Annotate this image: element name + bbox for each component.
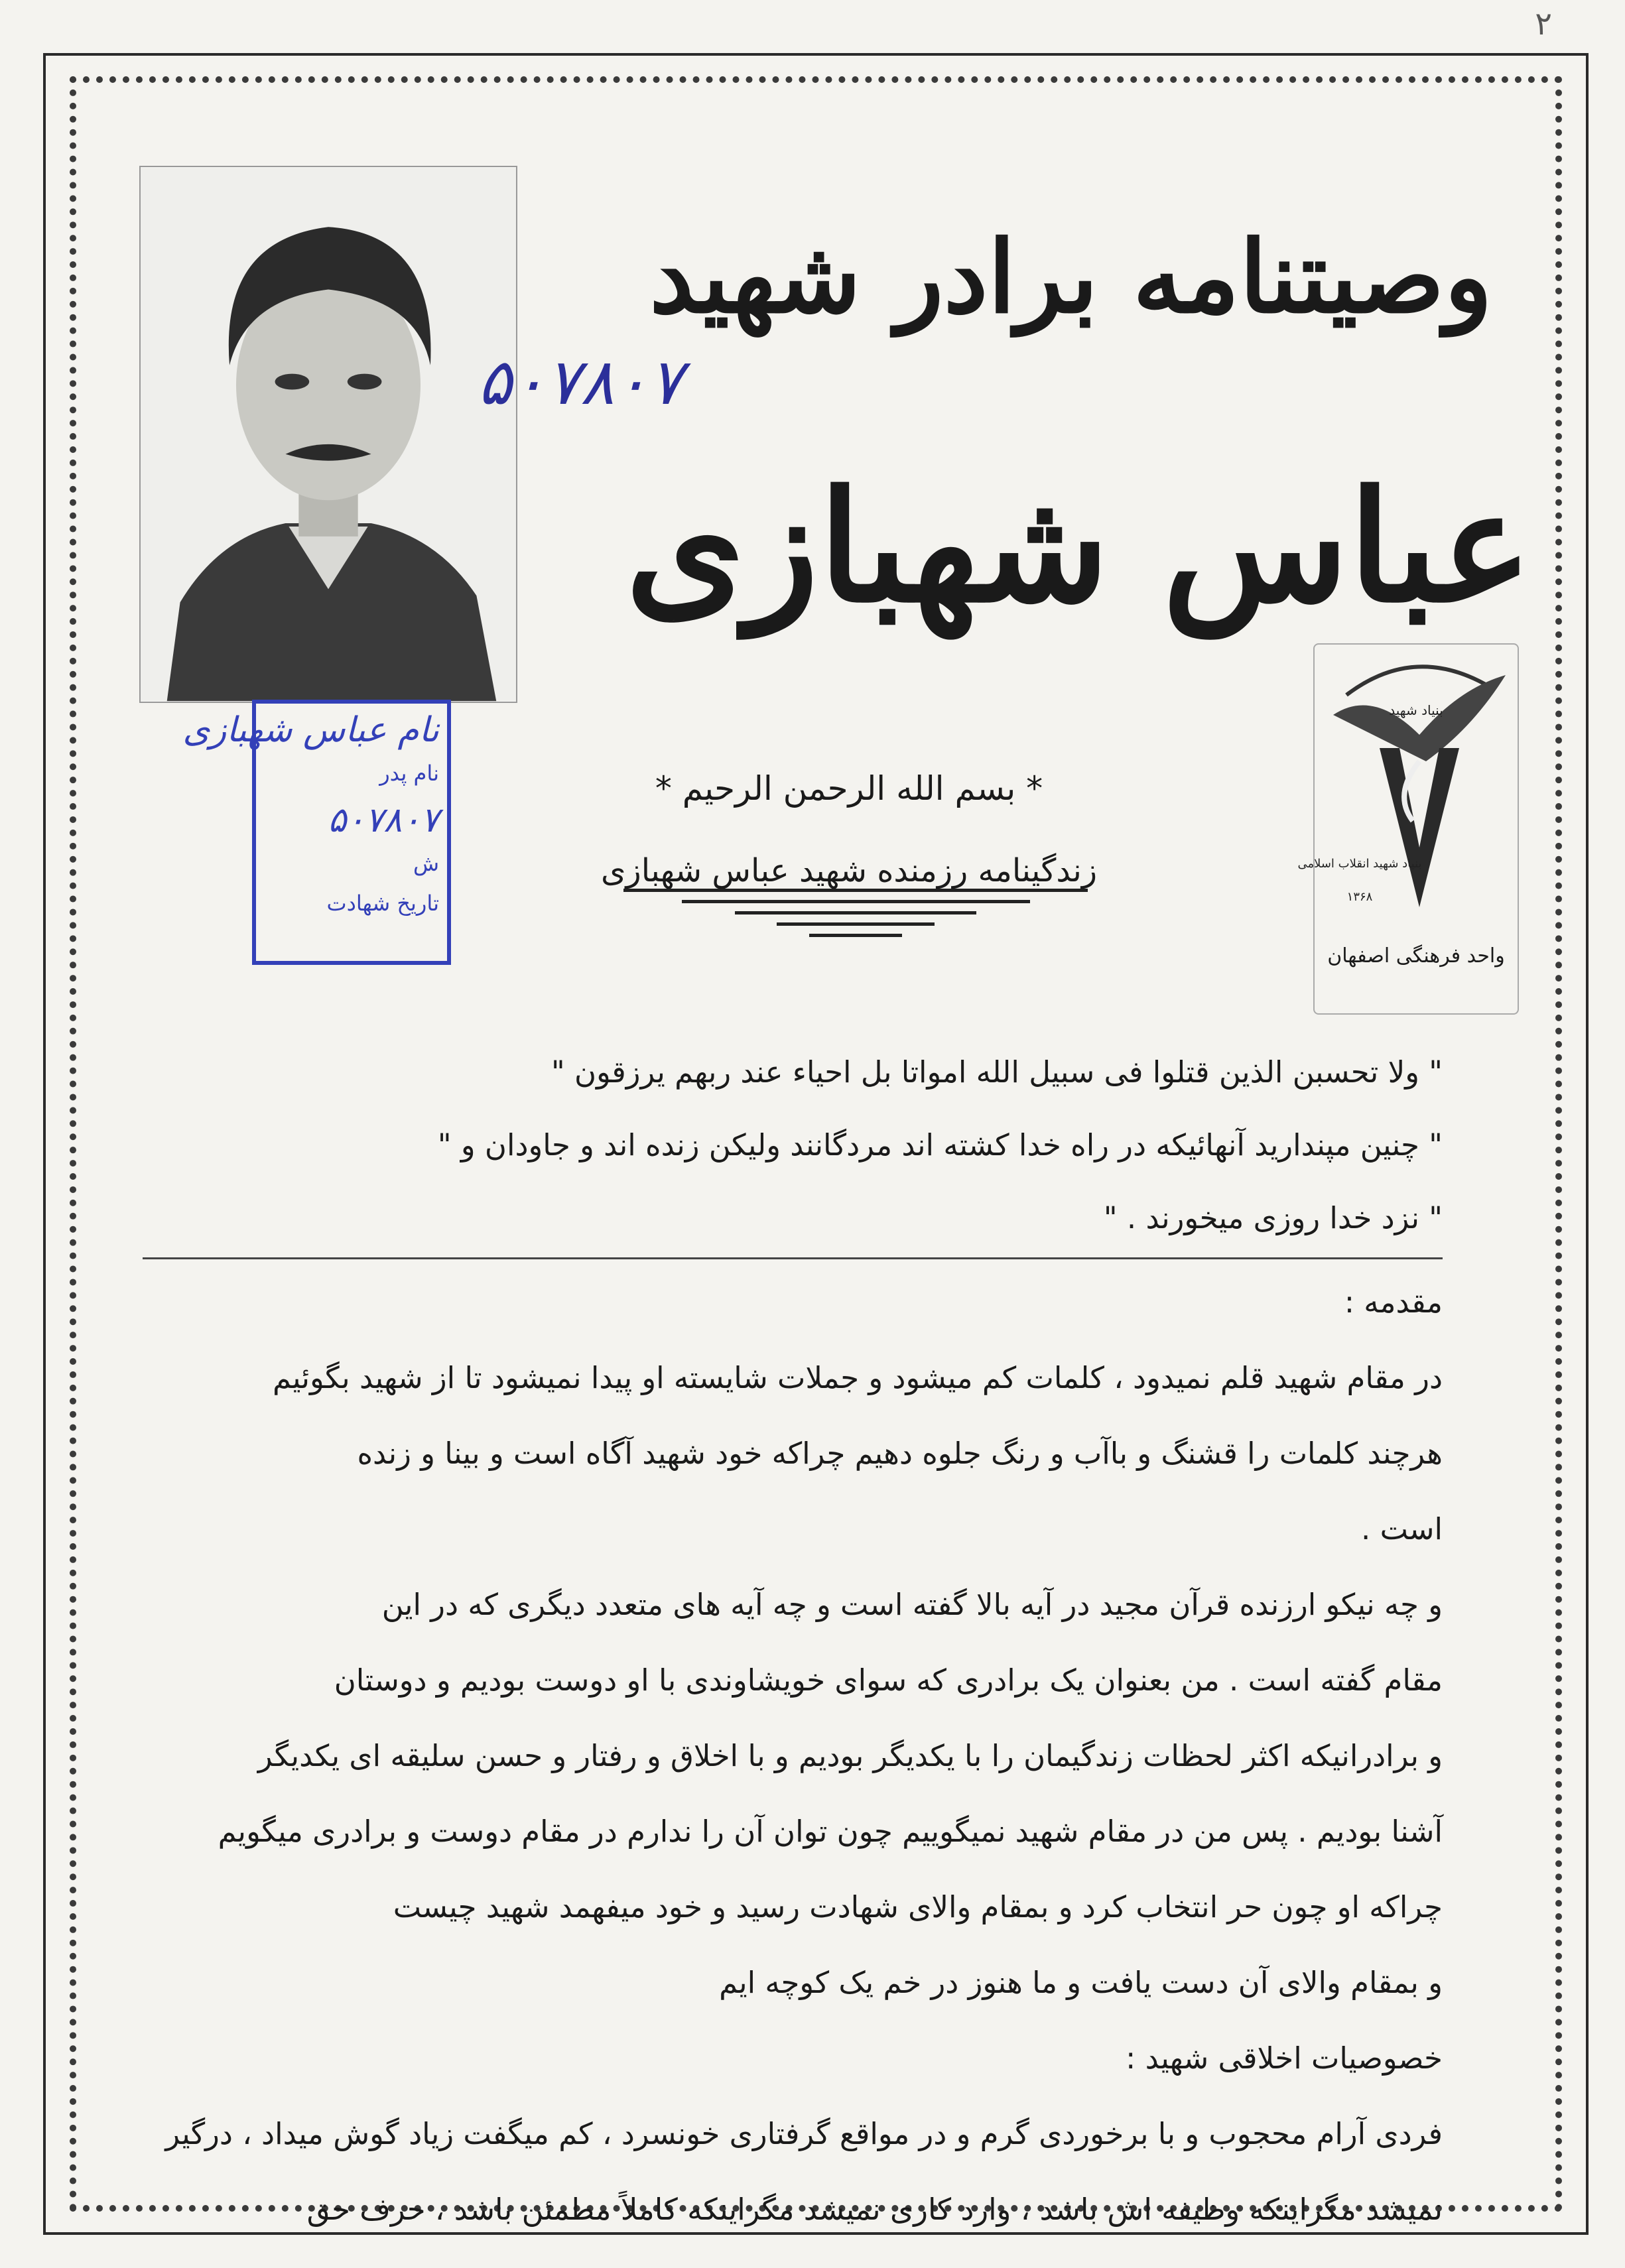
handwritten-file-number: ۵۰۷۸۰۷ (478, 345, 683, 419)
quran-verse-line: " ولا تحسبن الذین قتلوا فی سبیل الله امواتا بل احیاء عند ربهم یرزقون " (551, 1054, 1443, 1090)
stamp-row-4: ش (413, 851, 439, 876)
stamp-row-5: تاریخ شهادت (326, 891, 439, 916)
stamp-name: نام عباس شهبازی (182, 710, 439, 750)
paragraph-line: آشنا بودیم . پس من در مقام شهید نمیگوییم چون توان آن را ندارم در مقام دوست و برادری میگویم (218, 1814, 1443, 1849)
paragraph-line: هرچند کلمات را قشنگ و باآب و رنگ جلوه دهیم چراکه خود شهید آگاه است و بینا و زنده (357, 1436, 1443, 1471)
stamp-number: ۵۰۷۸۰۷ (328, 800, 439, 840)
paragraph-line: چراکه او چون حر انتخاب کرد و بمقام والای شهادت رسید و خود میفهمد شهید چیست (393, 1889, 1443, 1924)
quran-verse-line: " نزد خدا روزی میخورند . " (1103, 1200, 1443, 1235)
document-body (143, 1035, 1443, 2247)
title-martyr-name: عباس شهبازی (625, 458, 1532, 637)
martyr-foundation-emblem-icon (1297, 649, 1512, 940)
paragraph-line: و بمقام والای آن دست یافت و ما هنوز در خم یک کوچه ایم (719, 1965, 1443, 2000)
paragraph-line: در مقام شهید قلم نمیدود ، کلمات کم میشود و جملات شایسته او پیدا نمیشود تا از شهید بگوئیم (273, 1360, 1443, 1395)
title-testament-of-martyr: وصیتنامه برادر شهید (649, 219, 1492, 336)
paragraph-line: و برادرانیکه اکثر لحظات زندگیمان را با یکدیگر بودیم و با اخلاق و رفتار و حسن سلیقه ای یکدیگر (257, 1738, 1443, 1773)
logo-year: ۱۳۶۸ (1346, 890, 1373, 904)
bismillah-heading: * بسم الله الرحمن الرحیم * (655, 769, 1043, 808)
quran-verse-line: " چنین مپندارید آنهائیکه در راه خدا کشته اند مردگانند ولیکن زنده اند و جاودان و " (437, 1127, 1443, 1163)
paragraph-line: است . (1360, 1511, 1443, 1546)
archive-stamp (182, 700, 451, 965)
stamp-father-name: نام پدر (379, 761, 439, 786)
decorative-underlines (623, 889, 1088, 995)
portrait-illustration (141, 167, 516, 702)
paragraph-line: فردی آرام محجوب و با برخوردی گرم و در مواقع گرفتاری خونسرد ، کم میگفت زیاد گوش میداد ، درگیر (165, 2116, 1443, 2151)
page-number: ۲ (1535, 5, 1552, 42)
logo-caption: واحد فرهنگی اصفهان (1327, 944, 1505, 968)
paragraph-line: و چه نیکو ارزنده قرآن مجید در آیه بالا گفته است و چه آیه های متعدد دیگری که در این (381, 1587, 1443, 1622)
traits-heading: خصوصیات اخلاقی شهید : (1126, 2041, 1443, 2076)
paragraph-line: مقام گفته است . من بعنوان یک برادری که سوای خویشاوندی با او دوست بودیم و دوستان (334, 1663, 1443, 1698)
foundation-logo (1297, 643, 1519, 1015)
introduction-heading: مقدمه : (1344, 1285, 1443, 1320)
section-divider (143, 1257, 1443, 1259)
biography-subtitle: زندگینامه رزمنده شهید عباس شهبازی (600, 852, 1098, 889)
logo-arc-text: بنیاد شهید (1389, 702, 1443, 718)
martyr-portrait-photo (139, 166, 517, 703)
logo-foundation-name: بنیاد شهید انقلاب اسلامی (1297, 857, 1422, 871)
paragraph-line: نمیشد مگراینکه وظیفه اش باشد ، وارد کاری نمیشد مگراینکه کاملاً مطمئن باشد ، حرف حق (306, 2192, 1443, 2227)
